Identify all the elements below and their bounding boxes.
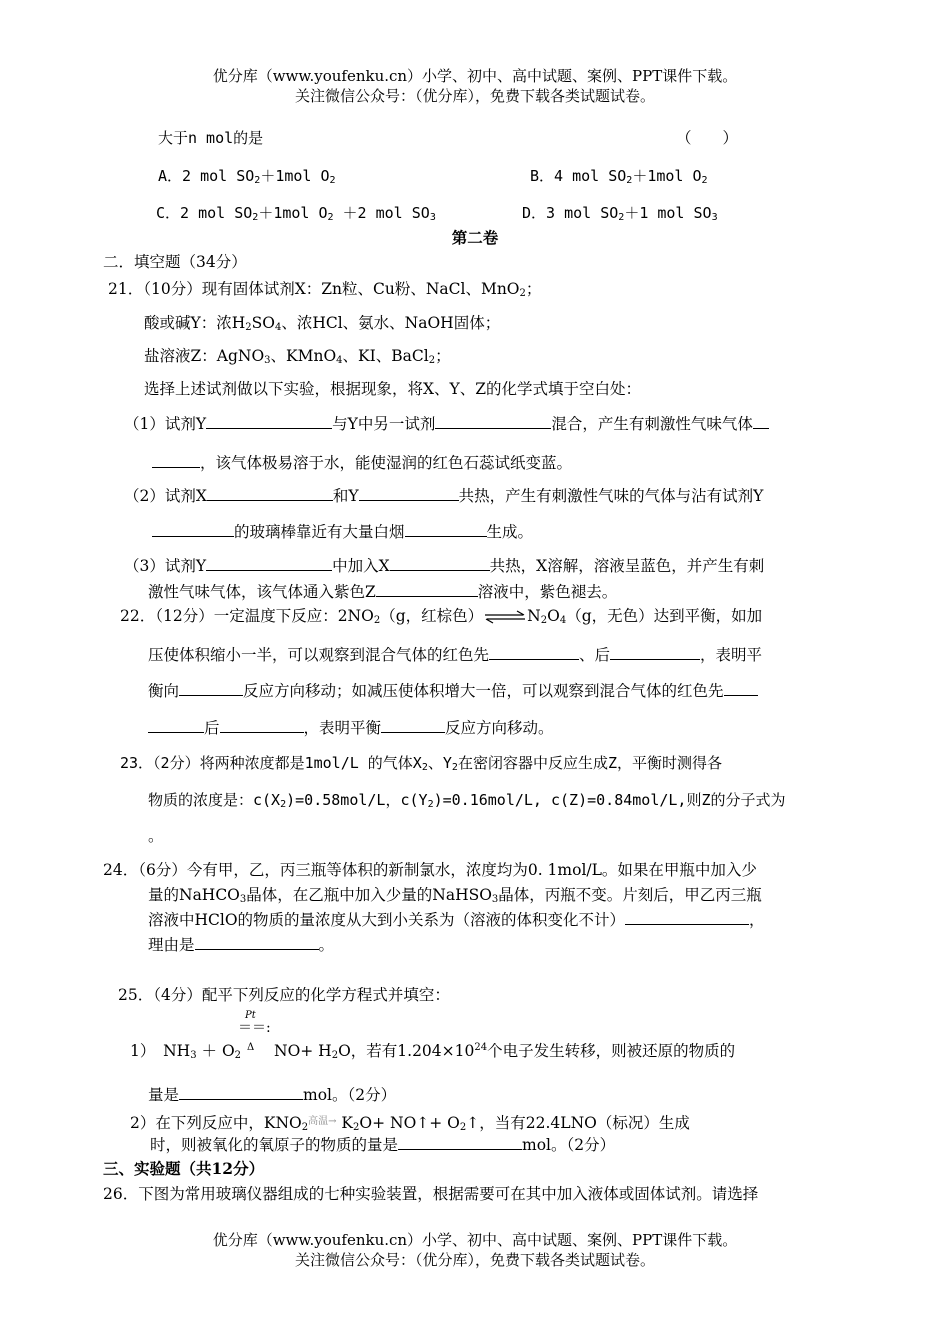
equilibrium-arrow-icon: [483, 610, 527, 624]
section-2-title: 第二卷: [451, 228, 499, 247]
heat-symbol: Δ: [247, 1042, 255, 1053]
q22-line-2: 压使体积缩小一半，可以观察到混合气体的红色先 、后 ，表明平: [148, 646, 763, 664]
q23-line-1: 23．（2分）将两种浓度都是1mol/L 的气体$X_2$、$Y_2$在密闭容器中反应生成Z，平衡时测得各: [120, 754, 722, 773]
fill-section-title: 二．填空题（34分）: [103, 253, 247, 271]
q20-option-b: B．4 mol $SO_2+1mol$ $O_2$: [530, 167, 708, 186]
q21-part3-cont: 激性气味气体，该气体通入紫色Z 溶液中，紫色褪去。: [148, 583, 618, 601]
q21-part1-cont: ，该气体极易溶于水，能使湿润的红色石蕊试纸变蓝。: [152, 452, 572, 473]
q23-line-2: 物质的浓度是：$c(X_2)=0.58mol/L$，$c(Y_2)=0.16mol/L$, c(Z)=0.84mol/L,则Z的分子式为: [148, 791, 786, 810]
q20-option-c: C．2 mol $SO_2+1mol$ $O_2 +2$ mol $SO_3$: [156, 204, 436, 223]
q20-option-a: A．2 mol $SO_2+1mol$ $O_2$: [158, 167, 336, 186]
q24-line-3: 溶液中HClO的物质的量浓度从大到小关系为（溶液的体积变化不计） ，: [148, 911, 765, 929]
q21-part1: （1）试剂Y 与Y中另一试剂 混合，产生有刺激性气味气体: [124, 413, 769, 434]
q25-title: 25．（4分）配平下列反应的化学方程式并填空：: [118, 986, 450, 1004]
footer-line-1: 优分库（www.youfenku.cn）小学、初中、高中试题、案例、PPT课件下载。: [212, 1231, 738, 1249]
q25-reaction-2: 2）在下列反应中，$KNO_2$高温→ $K_2O+$ NO↑+ $O_2↑$，当有22.4LNO（标况）生成: [130, 1114, 690, 1133]
q25-reaction-1: 1） $NH_3 + O_2$: [130, 1042, 242, 1061]
q22-line-4: 后 ，表明平衡 反应方向移动。: [148, 717, 554, 738]
q25-reaction-1-products: $NO+ H_2O$，若有$1.204\times 10^{24}$个电子发生转移，则被还原的物质的: [274, 1042, 736, 1061]
q21-part2-cont: 的玻璃棒靠近有大量白烟 生成。: [152, 521, 533, 542]
q25-reaction-1-answer: 量是 mol。（2分）: [148, 1086, 397, 1104]
header-line-2: 关注微信公众号：（优分库），免费下载各类试题试卷。: [294, 87, 655, 105]
q20-answer-paren: （ ）: [676, 129, 739, 147]
heat-arrow-icon: 高温→: [308, 1116, 337, 1127]
q23-line-3: 。: [148, 827, 164, 845]
q21-part2: （2）试剂X 和Y 共热，产生有刺激性气味的气体与沾有试剂Y: [124, 487, 764, 505]
catalyst-label: Pt: [245, 1010, 256, 1021]
reaction-equals-icon: ＝＝:: [238, 1020, 271, 1036]
q20-stem: 大于n mol的是: [158, 129, 264, 147]
q21-part3: （3）试剂Y 中加入X 共热，X溶解，溶液呈蓝色，并产生有刺: [124, 557, 765, 575]
footer-line-2: 关注微信公众号：（优分库），免费下载各类试题试卷。: [294, 1251, 655, 1269]
q24-line-4: 理由是 。: [148, 936, 335, 954]
q20-option-d: D．3 mol $SO_2+1$ mol $SO_3$: [522, 204, 718, 223]
q24-line-2: 量的NaHCO$_3$晶体，在乙瓶中加入少量的NaHSO$_3$晶体，丙瓶不变。片刻后，甲乙丙三瓶: [148, 886, 762, 905]
q26-line-1: 26．下图为常用玻璃仪器组成的七种实验装置，根据需要可在其中加入液体或固体试剂。请选择: [103, 1185, 759, 1203]
q25-reaction-2-answer: 时，则被氧化的氧原子的物质的量是 mol。（2分）: [150, 1136, 616, 1154]
q21-acid-list: 酸或碱Y：浓$H_2SO_4$、浓HCl、氨水、NaOH固体；: [144, 314, 501, 333]
q21-intro: 21．（10分）现有固体试剂X：Zn粒、Cu粉、NaCl、MnO$_2$；: [108, 280, 542, 299]
header-line-1: 优分库（www.youfenku.cn）小学、初中、高中试题、案例、PPT课件下载。: [212, 67, 738, 85]
q22-line-1: 22．（12分）一定温度下反应：$2NO_2(g$，红棕色） $N_2O_4(g$，无色）达到平衡，如加: [120, 607, 763, 626]
q22-line-3: 衡向 反应方向移动；如减压使体积增大一倍，可以观察到混合气体的红色先: [148, 680, 758, 701]
q21-salt-list: 盐溶液Z：AgNO$_3$、KMnO$_4$、KI、BaCl$_2$；: [144, 347, 451, 366]
section-3-title: 三、实验题（共12分）: [103, 1159, 265, 1178]
q21-instruction: 选择上述试剂做以下实验，根据现象，将X、Y、Z的化学式填于空白处：: [144, 380, 642, 398]
q24-line-1: 24．（6分）今有甲，乙，丙三瓶等体积的新制氯水，浓度均为0. 1mol/L。如果在甲瓶中加入少: [103, 861, 757, 879]
